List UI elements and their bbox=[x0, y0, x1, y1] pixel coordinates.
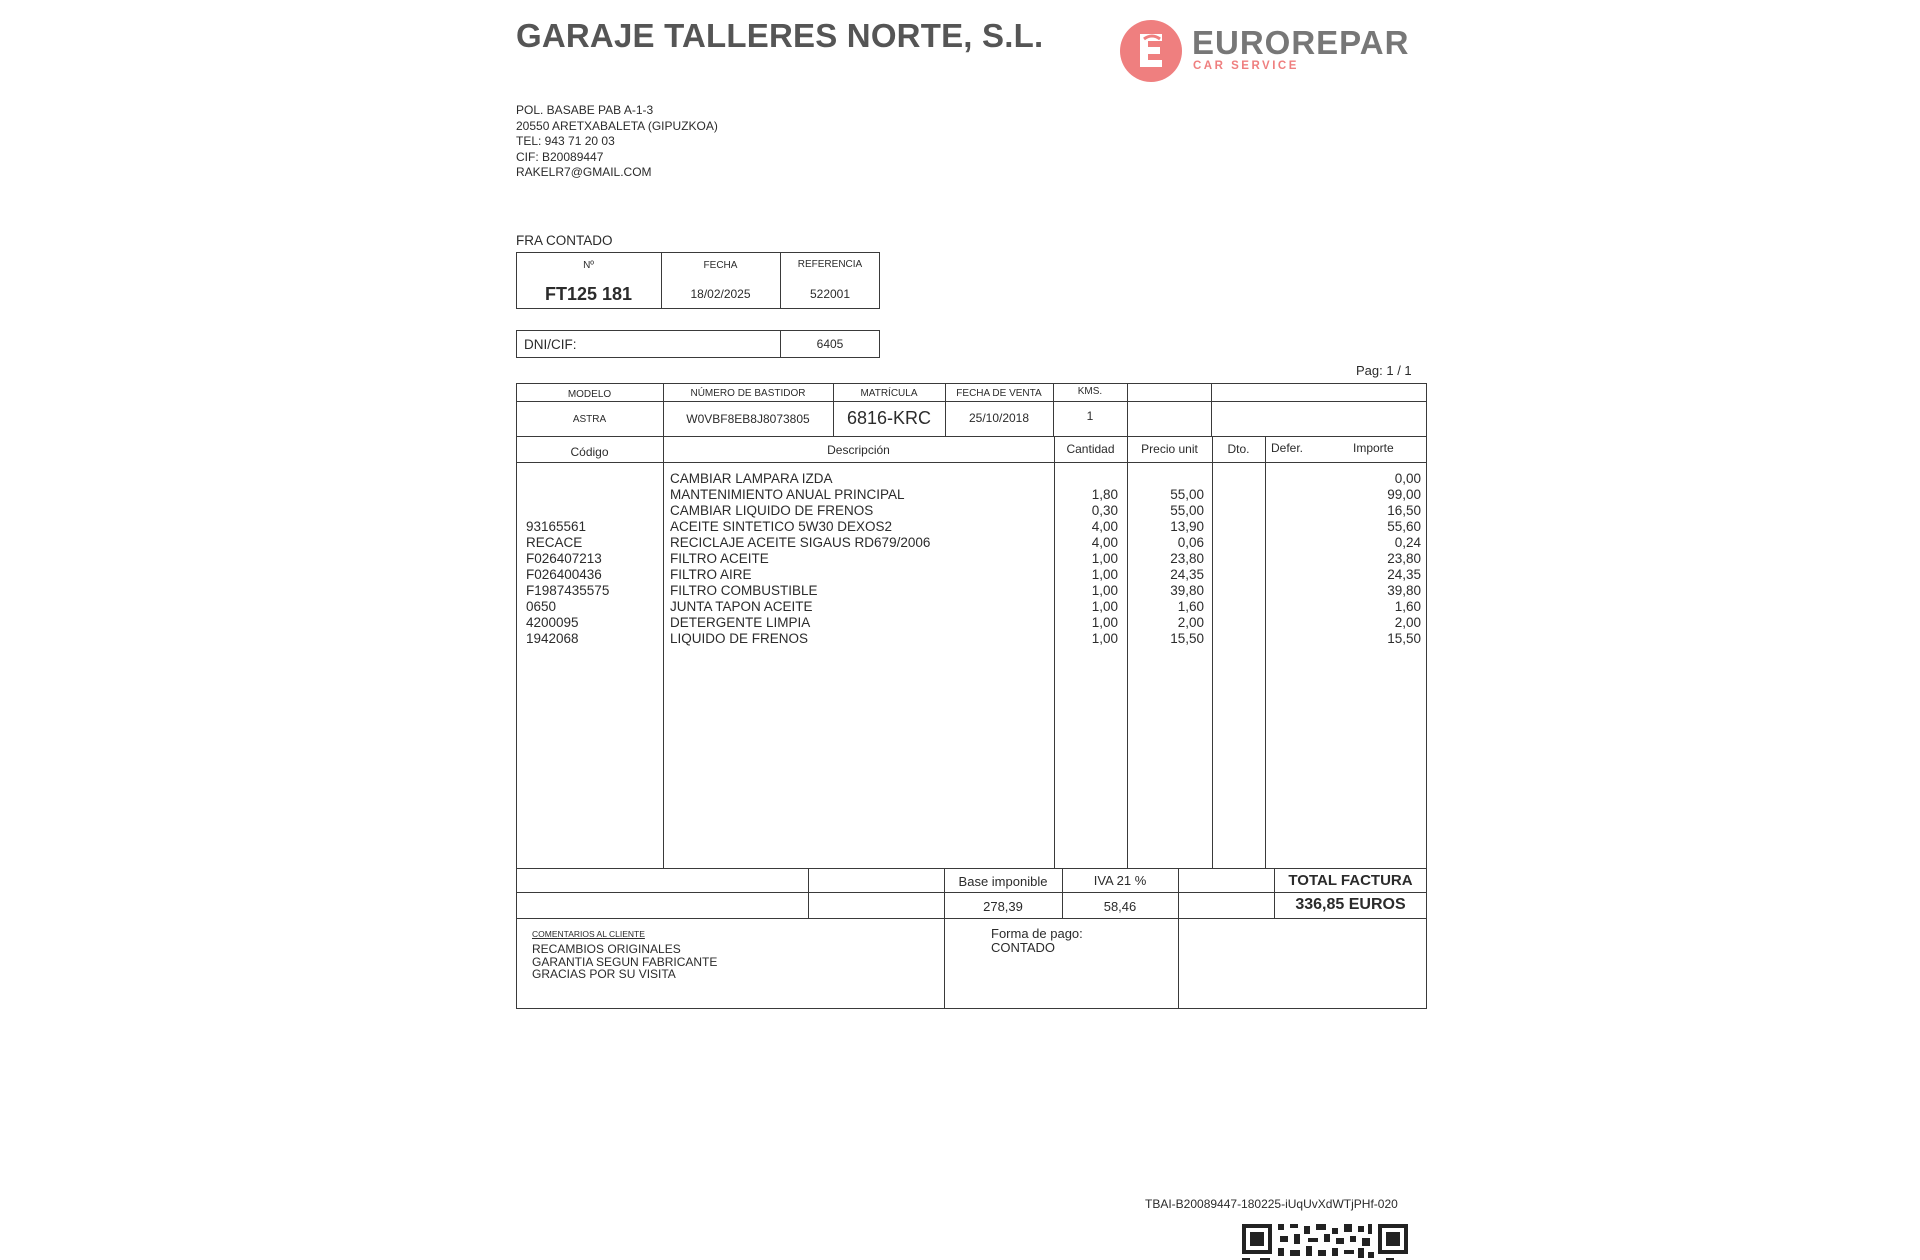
line-code: F026400436 bbox=[526, 567, 602, 582]
line-description: CAMBIAR LAMPARA IZDA bbox=[670, 471, 833, 486]
vehicle-header-sale-date: FECHA DE VENTA bbox=[956, 388, 1042, 399]
address-line: TEL: 943 71 20 03 bbox=[516, 134, 615, 148]
line-amount: 2,00 bbox=[1394, 615, 1421, 630]
vehicle-sale-date: 25/10/2018 bbox=[968, 411, 1030, 425]
total-value: 336,85 EUROS bbox=[1295, 896, 1406, 913]
col-header-qty: Cantidad bbox=[1066, 442, 1115, 456]
invoice-type-label: FRA CONTADO bbox=[516, 233, 613, 248]
line-unit-price: 1,60 bbox=[1177, 599, 1204, 614]
line-description: JUNTA TAPON ACEITE bbox=[670, 599, 813, 614]
col-header-code: Código bbox=[570, 445, 609, 459]
line-qty: 1,00 bbox=[1091, 631, 1118, 646]
comments-title: COMENTARIOS AL CLIENTE bbox=[532, 929, 645, 939]
col-header-defer: Defer. bbox=[1271, 441, 1304, 455]
col-header-discount: Dto. bbox=[1227, 442, 1250, 456]
line-code: F026407213 bbox=[526, 551, 602, 566]
line-description: FILTRO COMBUSTIBLE bbox=[670, 583, 818, 598]
brand-name: EUROREPAR bbox=[1192, 24, 1410, 61]
line-amount: 24,35 bbox=[1387, 567, 1421, 582]
line-amount: 99,00 bbox=[1387, 487, 1421, 502]
invoice-number: FT125 181 bbox=[544, 284, 633, 304]
vehicle-kms: 1 bbox=[1086, 409, 1094, 423]
dni-value: 6405 bbox=[816, 337, 844, 351]
qr-code bbox=[1240, 1222, 1410, 1260]
line-unit-price: 55,00 bbox=[1170, 487, 1204, 502]
line-amount: 55,60 bbox=[1387, 519, 1421, 534]
line-unit-price: 13,90 bbox=[1170, 519, 1204, 534]
line-code: RECACE bbox=[526, 535, 583, 550]
vehicle-plate: 6816-KRC bbox=[846, 408, 932, 428]
line-description: LIQUIDO DE FRENOS bbox=[670, 631, 809, 646]
line-description: DETERGENTE LIMPIA bbox=[670, 615, 811, 630]
line-qty: 1,00 bbox=[1091, 615, 1118, 630]
col-header-amount: Importe bbox=[1353, 441, 1394, 455]
base-value: 278,39 bbox=[983, 899, 1023, 914]
line-qty: 1,80 bbox=[1091, 487, 1118, 502]
tbai-code: TBAI-B20089447-180225-iUqUvXdWTjPHf-020 bbox=[1145, 1197, 1398, 1211]
line-code: 1942068 bbox=[526, 631, 579, 646]
line-qty: 1,00 bbox=[1091, 583, 1118, 598]
iva-value: 58,46 bbox=[1103, 899, 1137, 914]
line-unit-price: 0,06 bbox=[1177, 535, 1204, 550]
vehicle-header-plate: MATRÍCULA bbox=[860, 388, 918, 399]
company-address bbox=[516, 103, 718, 181]
line-amount: 23,80 bbox=[1387, 551, 1421, 566]
iva-label: IVA 21 % bbox=[1093, 873, 1147, 888]
line-qty: 1,00 bbox=[1091, 599, 1118, 614]
line-amount: 16,50 bbox=[1387, 503, 1421, 518]
comment-line: GRACIAS POR SU VISITA bbox=[532, 967, 676, 981]
payment-block bbox=[991, 927, 1083, 954]
line-qty: 4,00 bbox=[1091, 519, 1118, 534]
line-unit-price: 24,35 bbox=[1170, 567, 1204, 582]
comment-line: RECAMBIOS ORIGINALES bbox=[532, 942, 681, 956]
vehicle-header-model: MODELO bbox=[567, 389, 612, 400]
col-header-description: Descripción bbox=[827, 443, 890, 457]
qr-code-icon bbox=[1240, 1222, 1410, 1260]
col-header-unit-price: Precio unit bbox=[1141, 442, 1198, 456]
line-description: ACEITE SINTETICO 5W30 DEXOS2 bbox=[670, 519, 893, 534]
line-unit-price: 2,00 bbox=[1177, 615, 1204, 630]
invoice-date-header: FECHA bbox=[703, 260, 738, 271]
line-amount: 0,00 bbox=[1394, 471, 1421, 486]
page-indicator: Pag: 1 / 1 bbox=[1356, 363, 1412, 378]
line-description: CAMBIAR LIQUIDO DE FRENOS bbox=[670, 503, 874, 518]
total-label: TOTAL FACTURA bbox=[1288, 872, 1413, 889]
invoice-reference: 522001 bbox=[809, 287, 851, 301]
base-label: Base imponible bbox=[958, 874, 1048, 889]
line-code: 93165561 bbox=[526, 519, 587, 534]
line-unit-price: 15,50 bbox=[1170, 631, 1204, 646]
line-qty: 0,30 bbox=[1091, 503, 1118, 518]
eurorepar-logo bbox=[1118, 18, 1418, 84]
address-line: 20550 ARETXABALETA (GIPUZKOA) bbox=[516, 118, 718, 133]
invoice-number-header: Nº bbox=[583, 260, 594, 271]
line-description: FILTRO AIRE bbox=[670, 567, 752, 582]
line-description: MANTENIMIENTO ANUAL PRINCIPAL bbox=[670, 487, 905, 502]
comments-block bbox=[532, 943, 717, 981]
line-qty: 1,00 bbox=[1091, 567, 1118, 582]
line-unit-price: 39,80 bbox=[1170, 583, 1204, 598]
line-amount: 0,24 bbox=[1394, 535, 1421, 550]
line-amount: 1,60 bbox=[1394, 599, 1421, 614]
address-line: RAKELR7@GMAIL.COM bbox=[516, 165, 652, 179]
line-amount: 39,80 bbox=[1387, 583, 1421, 598]
comment-line: GARANTIA SEGUN FABRICANTE bbox=[532, 954, 718, 969]
line-code: F1987435575 bbox=[526, 583, 610, 598]
line-description: RECICLAJE ACEITE SIGAUS RD679/2006 bbox=[670, 535, 931, 550]
vehicle-header-vin: NÚMERO DE BASTIDOR bbox=[690, 388, 806, 399]
line-qty: 1,00 bbox=[1091, 551, 1118, 566]
line-amount: 15,50 bbox=[1387, 631, 1421, 646]
line-qty: 4,00 bbox=[1091, 535, 1118, 550]
address-line: CIF: B20089447 bbox=[516, 149, 604, 164]
brand-tagline: CAR SERVICE bbox=[1193, 60, 1299, 72]
line-description: FILTRO ACEITE bbox=[670, 551, 769, 566]
eurorepar-emblem-icon bbox=[1118, 18, 1184, 84]
vehicle-vin: W0VBF8EB8J8073805 bbox=[686, 412, 810, 426]
company-name: GARAJE TALLERES NORTE, S.L. bbox=[516, 17, 1044, 54]
dni-label: DNI/CIF: bbox=[524, 337, 577, 352]
payment-value: CONTADO bbox=[991, 939, 1056, 955]
invoice-date: 18/02/2025 bbox=[690, 287, 751, 301]
line-unit-price: 23,80 bbox=[1170, 551, 1204, 566]
payment-label: Forma de pago: bbox=[991, 926, 1083, 941]
address-line: POL. BASABE PAB A-1-3 bbox=[516, 103, 654, 117]
vehicle-model: ASTRA bbox=[572, 414, 607, 425]
line-unit-price: 55,00 bbox=[1170, 503, 1204, 518]
vehicle-header-kms: KMS. bbox=[1077, 386, 1103, 397]
invoice-reference-header: REFERENCIA bbox=[797, 259, 863, 270]
line-code: 4200095 bbox=[526, 615, 579, 630]
line-code: 0650 bbox=[526, 599, 557, 614]
